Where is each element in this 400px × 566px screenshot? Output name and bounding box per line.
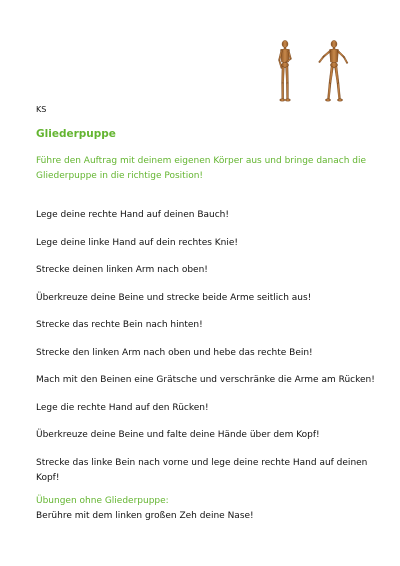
list-item: Strecke das linke Bein nach vorne und lege deine rechte Hand auf deinen Kopf!: [36, 457, 368, 483]
list-item: Lege deine rechte Hand auf deinen Bauch!: [36, 210, 229, 220]
list-item: Strecke den linken Arm nach oben und hebe das rechte Bein!: [36, 347, 313, 358]
mannequin-illustration: [268, 38, 360, 104]
list-item: Überkreuze deine Beine und falte deine Hände über dem Kopf!: [36, 430, 320, 440]
extra-section-title: Übungen ohne Gliederpuppe:: [36, 496, 169, 506]
list-item: Lege deine linke Hand auf dein rechtes Knie!: [36, 237, 239, 248]
list-item: Strecke deinen linken Arm nach oben!: [36, 265, 208, 275]
list-item: Überkreuze deine Beine und strecke beide Arme seitlich aus!: [36, 292, 312, 303]
author-initials: KS: [36, 105, 47, 114]
page-title: Gliederpuppe: [36, 128, 116, 140]
list-item: Mach mit den Beinen eine Grätsche und verschränke die Arme am Rücken!: [36, 375, 375, 385]
list-item: Lege die rechte Hand auf den Rücken!: [36, 402, 209, 413]
wooden-mannequin-icon: [268, 38, 360, 104]
instructions: Führe den Auftrag mit deinem eigenen Körper aus und bringe danach die Gliederpuppe in die richtige Position!: [36, 156, 367, 181]
extra-list-item: Berühre mit dem linken großen Zeh deine Nase!: [36, 511, 254, 521]
list-item: Strecke das rechte Bein nach hinten!: [36, 320, 203, 330]
task-list: [36, 208, 376, 498]
